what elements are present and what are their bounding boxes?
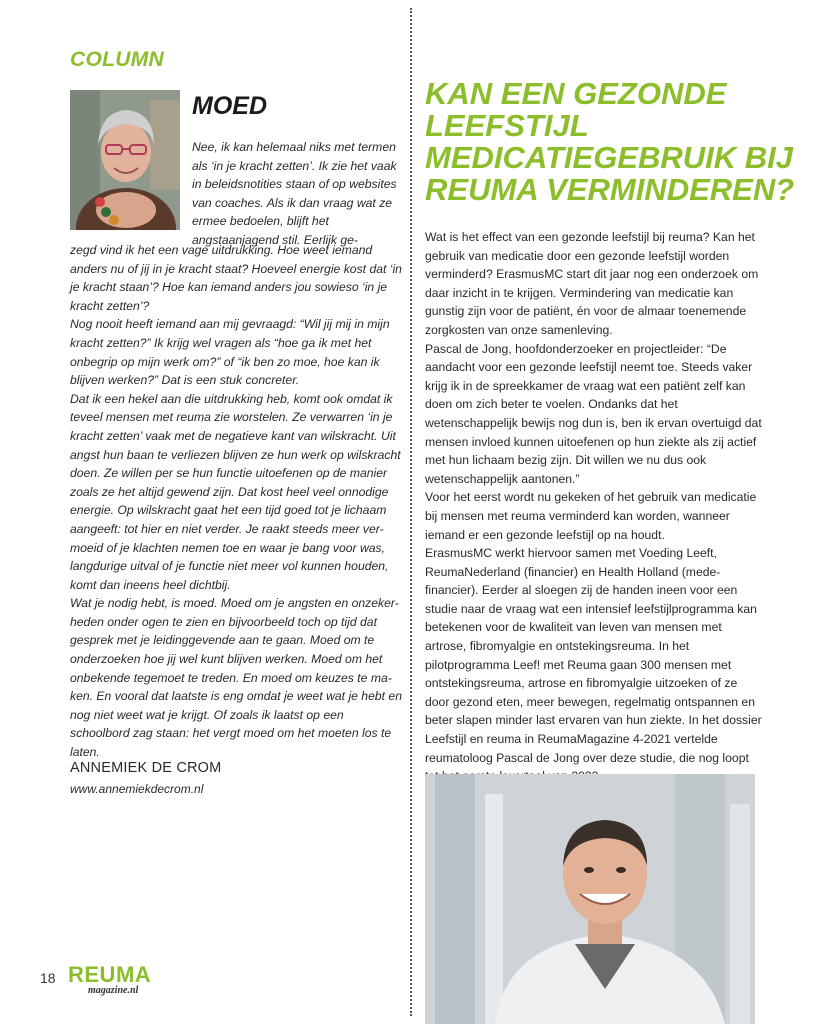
article-body bbox=[425, 228, 765, 786]
section-label: COLUMN bbox=[70, 48, 164, 71]
article-paragraph: ErasmusMC werkt hiervoor samen met Voeding Leeft, ReumaNederland (financier) en Health Holland (mede-financier). Eerder al sloegen zij de handen ineen voor een studie naar de vraag wat een intensief leefstijlprogramma kan betekenen voor de kwaliteit van leven van mensen met artrose, fibromyalgie en ontstekingsreuma. In het pilotprogramma Leef! met Reuma gaan 300 mensen met ontstekingsreuma, artrose en fibromyalgie uitzoeken of ze door gezond eten, meer bewegen, regelmatig ontspannen en beter slapen minder last ervaren van hun ziekte. In het dossier Leefstijl en reuma in ReumaMagazine 4-2021 vertelde reumatoloog Pascal de Jong over deze studie, die nog loopt bbox=[425, 546, 762, 765]
researcher-photo-image bbox=[425, 774, 755, 1024]
author-name: ANNEMIEK DE CROM bbox=[70, 760, 222, 776]
author-website-link[interactable]: www.annemiekdecrom.nl bbox=[70, 782, 204, 796]
column-body bbox=[70, 241, 402, 762]
article-paragraph: Voor het eerst wordt nu gekeken of het gebruik van medicatie bij mensen met reuma verminderd kan worden, wanneer iemand er een gezonde leefstijl op na houdt. bbox=[425, 490, 757, 542]
page-number: 18 bbox=[40, 970, 56, 986]
article-title: KAN EEN GEZONDE LEEFSTIJL MEDICATIEGEBRUIK BIJ REUMA VERMINDEREN? bbox=[425, 76, 795, 207]
column-intro: Nee, ik kan helemaal niks met termen als ‘in je kracht zetten’. Ik zie het vaak in beleidsnotities staan of op websites van coaches. Als ik dan vraag wat ze ermee bedoelen, blijft het angstaanjagend stil. Eerlijk ge- bbox=[192, 140, 397, 247]
magazine-logo bbox=[68, 964, 151, 996]
article-paragraph: Wat is het effect van een gezonde leefstijl bij reuma? Kan het gebruik van medicatie door een gezonde leefstijl worden verminderd? ErasmusMC start dit jaar nog een onderzoek om daar inzicht in te krijgen. Vermindering van medicatie kan gunstig zijn voor de patiënt, én voor de almaar toenemende zorgkosten van onze samenleving. bbox=[425, 230, 759, 337]
article-paragraph: Pascal de Jong, hoofdonderzoeker en projectleider: “De aandacht voor een gezonde leefstijl neemt toe. Steeds vaker krijg ik in de spreekkamer de vraag wat een patiënt zelf kan doen om zich beter te voelen. Ondanks dat het wetenschappelijk bewijs nog dun is, ben ik ervan overtuigd dat mensen invloed kunnen uitoefenen op hun ziekte als zij actief met hun lichaam bezig zijn. Dit willen we nu dus ook wetenschappelijk aantonen.” bbox=[425, 341, 762, 486]
logo-sub-text: magazine.nl bbox=[88, 985, 139, 996]
researcher-photo bbox=[425, 774, 755, 1024]
column-paragraph: zegd vind ik het een vage uitdrukking. Hoe weet iemand anders nu of jij in je kracht staat? Hoeveel energie kost dat ‘in je kracht staan’? Hoe kan iemand anders jou sowieso ‘in je kracht zetten’? bbox=[70, 243, 402, 313]
logo-main-text: REUMA bbox=[68, 962, 152, 987]
column-divider bbox=[410, 8, 412, 1016]
author-portrait-image bbox=[70, 90, 180, 230]
column-paragraph: Nog nooit heeft iemand aan mij gevraagd: “Wil jij mij in mijn kracht zetten?” Ik krijg wel vragen als “hoe ga ik met het onbegrip op mijn werk om?” of “ik ben zo moe, hoe kan ik blijven werken?” Dat is een stuk concreter. bbox=[70, 317, 390, 388]
author-portrait bbox=[70, 90, 180, 230]
column-paragraph: Wat je nodig hebt, is moed. Moed om je angsten en onzeker-heden onder ogen te zien en bijvoorbeeld toch op tijd dat gesprek met je leidinggevende aan te gaan. Moed om te onderzoeken hoe jij wel kunt blijven werken. Moed om het onbekende tegemoet te treden. En moed om keuzes te ma-ken. En vooral dat laatste is eng omdat je weet wat je hebt en nog niet weet wat je krijgt. Of zoals ik laatst op een schoolbord zag staan: het vergt moed om het moeten los te laten. bbox=[70, 596, 402, 760]
column-title: MOED bbox=[192, 92, 267, 120]
column-paragraph: Dat ik een hekel aan die uitdrukking heb, komt ook omdat ik teveel mensen met reuma zie worstelen. Ze verwarren ‘in je kracht zetten’ vaak met de negatieve kant van wilskracht. Uit angst hun baan te verliezen blijven ze hun werk op wilskracht doen. Ze willen per se hun functie uitoefenen op de manier zoals ze het altijd gewend zijn. Dat kost heel veel onnodige energie. Op wilskracht gaat het een tijd goed tot je lichaam aangeeft: tot hier en niet verder. Je raakt steeds meer ver-moeid of je klachten nemen toe en waar je bang voor was, langdurige uitval of je functie niet meer vol kunnen houden, komt dan ineens heel dichtbij. bbox=[70, 391, 401, 592]
